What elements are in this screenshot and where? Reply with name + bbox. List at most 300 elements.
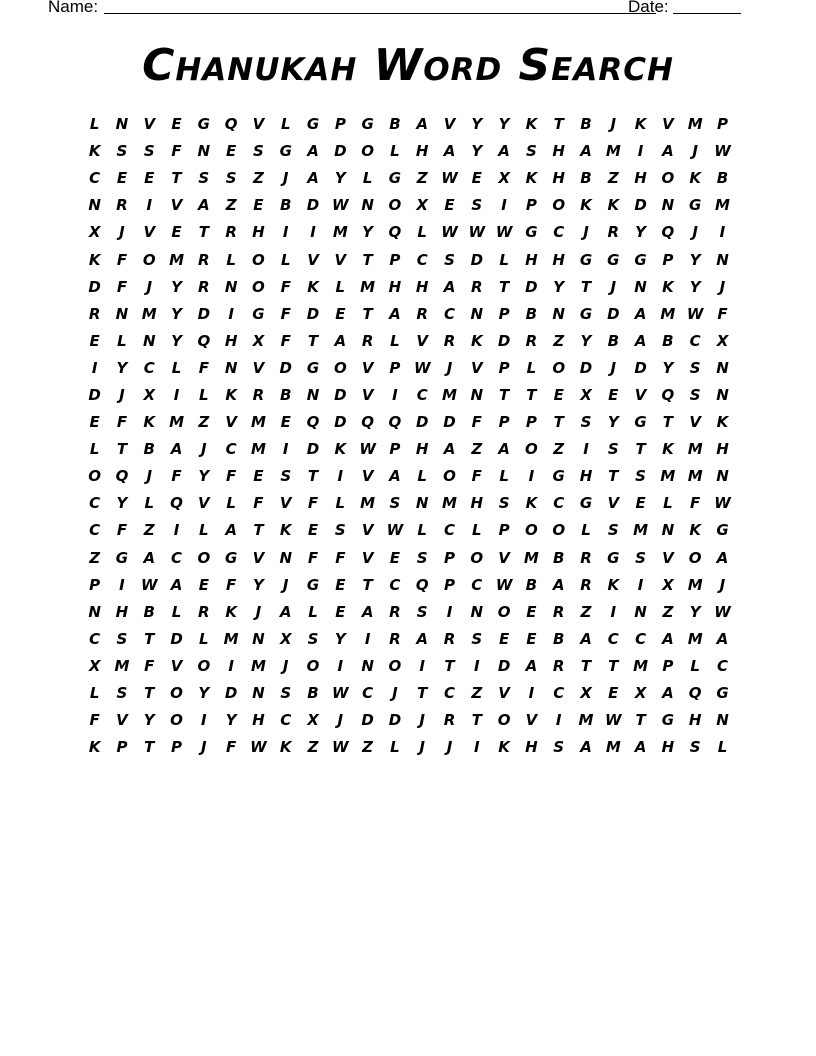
grid-letter[interactable]: N xyxy=(470,602,484,621)
grid-letter[interactable]: I xyxy=(610,602,617,621)
grid-letter[interactable]: R xyxy=(389,629,401,648)
grid-letter[interactable]: V xyxy=(170,656,183,675)
grid-letter[interactable]: D xyxy=(334,413,347,432)
grid-letter[interactable]: H xyxy=(224,331,238,350)
grid-letter[interactable]: N xyxy=(306,385,320,404)
grid-letter[interactable]: I xyxy=(228,656,234,675)
grid-letter[interactable]: P xyxy=(716,115,728,134)
grid-letter[interactable]: I xyxy=(392,385,398,404)
grid-letter[interactable]: I xyxy=(501,196,507,215)
grid-letter[interactable]: S xyxy=(280,684,292,703)
grid-letter[interactable]: R xyxy=(198,277,210,296)
grid-letter[interactable]: X xyxy=(634,684,647,703)
grid-letter[interactable]: V xyxy=(361,358,374,377)
grid-letter[interactable]: V xyxy=(498,548,510,567)
grid-letter[interactable]: B xyxy=(525,304,538,323)
grid-letter[interactable]: D xyxy=(306,196,320,215)
grid-letter[interactable]: O xyxy=(688,548,702,567)
grid-letter[interactable]: V xyxy=(252,548,265,567)
grid-letter[interactable]: W xyxy=(495,575,513,594)
grid-letter[interactable]: M xyxy=(114,656,130,675)
grid-letter[interactable]: A xyxy=(716,548,729,567)
grid-letter[interactable]: P xyxy=(662,656,674,675)
grid-letter[interactable]: Y xyxy=(662,358,674,377)
grid-letter[interactable]: T xyxy=(526,385,537,404)
grid-letter[interactable]: M xyxy=(687,629,703,648)
grid-letter[interactable]: B xyxy=(307,684,319,703)
grid-letter[interactable]: M xyxy=(442,385,457,404)
grid-letter[interactable]: A xyxy=(170,440,183,459)
grid-letter[interactable]: D xyxy=(306,304,320,323)
grid-letter[interactable]: G xyxy=(552,467,565,486)
grid-letter[interactable]: M xyxy=(360,277,376,296)
grid-letter[interactable]: Q xyxy=(661,385,675,404)
grid-letter[interactable]: C xyxy=(89,494,101,513)
grid-letter[interactable]: B xyxy=(552,629,565,648)
grid-letter[interactable]: V xyxy=(416,331,429,350)
grid-letter[interactable]: G xyxy=(661,711,675,730)
grid-letter[interactable]: T xyxy=(144,629,155,648)
grid-letter[interactable]: P xyxy=(89,575,101,594)
grid-letter[interactable]: A xyxy=(443,277,456,296)
grid-letter[interactable]: Y xyxy=(498,115,510,134)
grid-letter[interactable]: D xyxy=(415,413,429,432)
grid-letter[interactable]: O xyxy=(388,656,402,675)
grid-letter[interactable]: P xyxy=(444,548,455,567)
grid-letter[interactable]: T xyxy=(362,250,373,269)
grid-letter[interactable]: H xyxy=(552,142,565,161)
grid-letter[interactable]: B xyxy=(280,385,292,404)
grid-letter[interactable]: I xyxy=(474,738,480,757)
grid-letter[interactable]: N xyxy=(634,602,647,621)
grid-letter[interactable]: L xyxy=(472,521,482,540)
grid-letter[interactable]: T xyxy=(144,684,155,703)
grid-letter[interactable]: B xyxy=(389,115,401,134)
grid-letter[interactable]: M xyxy=(660,304,676,323)
grid-letter[interactable]: Y xyxy=(198,467,210,486)
grid-letter[interactable]: P xyxy=(389,440,401,459)
grid-letter[interactable]: M xyxy=(660,467,676,486)
grid-letter[interactable]: I xyxy=(446,602,453,621)
grid-letter[interactable]: C xyxy=(689,331,701,350)
grid-letter[interactable]: C xyxy=(389,575,401,594)
grid-letter[interactable]: V xyxy=(443,115,456,134)
grid-letter[interactable]: M xyxy=(223,629,239,648)
grid-letter[interactable]: K xyxy=(525,115,538,134)
grid-letter[interactable]: E xyxy=(335,602,346,621)
grid-letter[interactable]: F xyxy=(116,277,128,296)
grid-letter[interactable]: B xyxy=(607,331,619,350)
grid-letter[interactable]: W xyxy=(332,196,349,215)
grid-letter[interactable]: N xyxy=(661,196,675,215)
grid-letter[interactable]: D xyxy=(634,358,647,377)
grid-letter[interactable]: J xyxy=(692,142,698,161)
grid-letter[interactable]: N xyxy=(716,385,729,404)
grid-letter[interactable]: N xyxy=(361,656,374,675)
grid-letter[interactable]: I xyxy=(91,358,98,377)
grid-letter[interactable]: V xyxy=(334,250,347,269)
grid-letter[interactable]: C xyxy=(89,629,101,648)
grid-letter[interactable]: E xyxy=(389,548,401,567)
grid-letter[interactable]: K xyxy=(689,521,701,540)
grid-letter[interactable]: G xyxy=(634,413,647,432)
grid-letter[interactable]: C xyxy=(444,521,456,540)
grid-letter[interactable]: L xyxy=(171,602,182,621)
grid-letter[interactable]: H xyxy=(525,250,538,269)
grid-letter[interactable]: Q xyxy=(306,413,320,432)
grid-letter[interactable]: Y xyxy=(116,494,128,513)
grid-letter[interactable]: L xyxy=(362,169,373,188)
grid-letter[interactable]: A xyxy=(307,169,319,188)
grid-letter[interactable]: V xyxy=(361,467,374,486)
grid-letter[interactable]: Z xyxy=(225,196,237,215)
grid-letter[interactable]: O xyxy=(88,467,102,486)
grid-letter[interactable]: T xyxy=(498,385,510,404)
grid-letter[interactable]: Q xyxy=(115,467,129,486)
grid-letter[interactable]: Z xyxy=(553,440,565,459)
grid-letter[interactable]: E xyxy=(526,629,537,648)
grid-letter[interactable]: H xyxy=(661,738,675,757)
grid-letter[interactable]: T xyxy=(662,413,673,432)
grid-letter[interactable]: T xyxy=(171,169,182,188)
grid-letter[interactable]: K xyxy=(580,196,592,215)
grid-letter[interactable]: H xyxy=(415,277,429,296)
grid-letter[interactable]: J xyxy=(337,711,344,730)
grid-letter[interactable]: L xyxy=(663,494,673,513)
grid-letter[interactable]: L xyxy=(335,494,346,513)
grid-letter[interactable]: O xyxy=(497,711,511,730)
grid-letter[interactable]: H xyxy=(388,277,402,296)
grid-letter[interactable]: J xyxy=(610,277,617,296)
grid-letter[interactable]: S xyxy=(444,250,455,269)
grid-letter[interactable]: N xyxy=(252,684,265,703)
grid-letter[interactable]: T xyxy=(144,738,155,757)
grid-letter[interactable]: X xyxy=(662,575,674,594)
grid-letter[interactable]: J xyxy=(446,358,453,377)
grid-letter[interactable]: H xyxy=(415,142,429,161)
grid-letter[interactable]: C xyxy=(553,223,565,242)
grid-letter[interactable]: S xyxy=(689,358,701,377)
grid-letter[interactable]: W xyxy=(441,169,458,188)
grid-letter[interactable]: A xyxy=(443,440,456,459)
grid-letter[interactable]: F xyxy=(226,575,237,594)
grid-letter[interactable]: B xyxy=(580,115,592,134)
grid-letter[interactable]: A xyxy=(525,656,538,675)
grid-letter[interactable]: I xyxy=(364,629,371,648)
grid-letter[interactable]: E xyxy=(144,169,155,188)
grid-letter[interactable]: B xyxy=(662,331,674,350)
grid-letter[interactable]: S xyxy=(143,142,155,161)
grid-letter[interactable]: L xyxy=(89,115,100,134)
grid-letter[interactable]: W xyxy=(714,142,731,161)
grid-letter[interactable]: E xyxy=(444,196,455,215)
grid-letter[interactable]: B xyxy=(716,169,729,188)
grid-letter[interactable]: F xyxy=(690,494,701,513)
grid-letter[interactable]: F xyxy=(335,548,346,567)
grid-letter[interactable]: Z xyxy=(252,169,264,188)
grid-letter[interactable]: J xyxy=(446,738,453,757)
grid-letter[interactable]: H xyxy=(415,440,429,459)
grid-letter[interactable]: H xyxy=(252,223,265,242)
grid-letter[interactable]: Y xyxy=(143,711,155,730)
grid-letter[interactable]: E xyxy=(553,385,564,404)
grid-letter[interactable]: S xyxy=(607,521,619,540)
grid-letter[interactable]: B xyxy=(280,196,292,215)
grid-letter[interactable]: S xyxy=(307,629,319,648)
grid-letter[interactable]: R xyxy=(389,602,401,621)
grid-letter[interactable]: J xyxy=(610,115,617,134)
grid-letter[interactable]: F xyxy=(307,548,319,567)
grid-letter[interactable]: N xyxy=(716,250,729,269)
grid-letter[interactable]: O xyxy=(306,656,320,675)
grid-letter[interactable]: O xyxy=(525,521,538,540)
grid-letter[interactable]: C xyxy=(280,711,292,730)
grid-letter[interactable]: H xyxy=(115,602,129,621)
grid-letter[interactable]: D xyxy=(88,277,101,296)
grid-letter[interactable]: C xyxy=(416,250,428,269)
grid-letter[interactable]: Y xyxy=(553,277,565,296)
grid-letter[interactable]: O xyxy=(443,467,456,486)
grid-letter[interactable]: R xyxy=(552,602,565,621)
grid-letter[interactable]: Z xyxy=(471,440,483,459)
grid-letter[interactable]: B xyxy=(525,575,538,594)
grid-letter[interactable]: L xyxy=(226,250,236,269)
grid-letter[interactable]: N xyxy=(115,304,129,323)
grid-letter[interactable]: E xyxy=(171,223,182,242)
grid-letter[interactable]: O xyxy=(388,196,402,215)
grid-letter[interactable]: O xyxy=(361,142,374,161)
grid-letter[interactable]: C xyxy=(225,440,237,459)
grid-letter[interactable]: O xyxy=(170,711,183,730)
grid-letter[interactable]: V xyxy=(252,115,265,134)
grid-letter[interactable]: R xyxy=(252,385,265,404)
grid-letter[interactable]: K xyxy=(689,169,701,188)
grid-letter[interactable]: V xyxy=(361,385,374,404)
grid-letter[interactable]: I xyxy=(419,656,425,675)
grid-letter[interactable]: R xyxy=(525,331,538,350)
grid-letter[interactable]: A xyxy=(198,196,210,215)
grid-letter[interactable]: Z xyxy=(143,521,155,540)
grid-letter[interactable]: C xyxy=(143,358,155,377)
grid-letter[interactable]: W xyxy=(605,711,622,730)
grid-letter[interactable]: G xyxy=(607,548,620,567)
grid-letter[interactable]: X xyxy=(580,385,592,404)
grid-letter[interactable]: K xyxy=(88,738,101,757)
grid-letter[interactable]: Y xyxy=(471,142,483,161)
grid-letter[interactable]: R xyxy=(580,575,592,594)
grid-letter[interactable]: P xyxy=(498,358,510,377)
grid-letter[interactable]: Q xyxy=(688,684,702,703)
grid-letter[interactable]: L xyxy=(417,467,427,486)
grid-letter[interactable]: E xyxy=(608,385,619,404)
grid-letter[interactable]: D xyxy=(388,711,402,730)
grid-letter[interactable]: N xyxy=(634,277,647,296)
grid-letter[interactable]: X xyxy=(252,331,265,350)
grid-letter[interactable]: J xyxy=(610,358,617,377)
grid-letter[interactable]: J xyxy=(146,277,153,296)
grid-letter[interactable]: W xyxy=(714,602,731,621)
grid-letter[interactable]: T xyxy=(362,304,373,323)
grid-letter[interactable]: N xyxy=(88,196,101,215)
grid-letter[interactable]: R xyxy=(580,548,592,567)
grid-letter[interactable]: P xyxy=(498,304,510,323)
grid-letter[interactable]: Z xyxy=(198,413,210,432)
grid-letter[interactable]: E xyxy=(526,602,537,621)
grid-letter[interactable]: L xyxy=(717,738,728,757)
grid-letter[interactable]: B xyxy=(580,169,592,188)
grid-letter[interactable]: W xyxy=(495,223,513,242)
grid-letter[interactable]: I xyxy=(201,711,207,730)
grid-letter[interactable]: Y xyxy=(689,602,701,621)
grid-letter[interactable]: G xyxy=(306,115,320,134)
grid-letter[interactable]: Y xyxy=(334,629,346,648)
grid-letter[interactable]: C xyxy=(171,548,183,567)
grid-letter[interactable]: T xyxy=(498,277,510,296)
grid-letter[interactable]: E xyxy=(608,684,619,703)
grid-letter[interactable]: E xyxy=(335,575,346,594)
grid-letter[interactable]: T xyxy=(116,440,128,459)
grid-letter[interactable]: S xyxy=(198,169,210,188)
grid-letter[interactable]: J xyxy=(392,684,398,703)
grid-letter[interactable]: L xyxy=(335,277,346,296)
grid-letter[interactable]: P xyxy=(389,250,401,269)
grid-letter[interactable]: C xyxy=(362,684,374,703)
grid-letter[interactable]: R xyxy=(416,304,428,323)
grid-letter[interactable]: D xyxy=(224,684,238,703)
grid-letter[interactable]: A xyxy=(443,142,456,161)
grid-letter[interactable]: V xyxy=(361,521,374,540)
grid-letter[interactable]: P xyxy=(525,196,537,215)
grid-letter[interactable]: S xyxy=(635,467,646,486)
grid-letter[interactable]: J xyxy=(419,711,425,730)
grid-letter[interactable]: G xyxy=(361,115,374,134)
grid-letter[interactable]: F xyxy=(116,521,128,540)
grid-letter[interactable]: H xyxy=(552,250,565,269)
grid-letter[interactable]: F xyxy=(280,331,291,350)
grid-letter[interactable]: D xyxy=(470,250,484,269)
grid-letter[interactable]: K xyxy=(334,440,347,459)
grid-letter[interactable]: R xyxy=(198,602,210,621)
grid-letter[interactable]: F xyxy=(89,711,100,730)
grid-letter[interactable]: O xyxy=(470,548,484,567)
grid-letter[interactable]: P xyxy=(444,575,455,594)
grid-letter[interactable]: Z xyxy=(89,548,101,567)
grid-letter[interactable]: F xyxy=(116,413,128,432)
grid-letter[interactable]: Y xyxy=(471,115,483,134)
grid-letter[interactable]: W xyxy=(441,223,458,242)
grid-letter[interactable]: T xyxy=(608,467,619,486)
grid-letter[interactable]: X xyxy=(416,196,428,215)
grid-letter[interactable]: K xyxy=(716,413,729,432)
grid-letter[interactable]: V xyxy=(525,711,538,730)
grid-letter[interactable]: N xyxy=(716,711,729,730)
grid-letter[interactable]: N xyxy=(716,467,729,486)
grid-letter[interactable]: D xyxy=(579,358,593,377)
grid-letter[interactable]: B xyxy=(143,602,155,621)
grid-letter[interactable]: A xyxy=(225,521,237,540)
grid-letter[interactable]: A xyxy=(662,684,674,703)
grid-letter[interactable]: C xyxy=(89,521,101,540)
grid-letter[interactable]: E xyxy=(635,494,646,513)
grid-letter[interactable]: S xyxy=(471,196,483,215)
grid-letter[interactable]: R xyxy=(361,331,374,350)
grid-letter[interactable]: Z xyxy=(607,169,619,188)
grid-letter[interactable]: M xyxy=(523,548,539,567)
grid-letter[interactable]: G xyxy=(716,684,729,703)
grid-letter[interactable]: T xyxy=(553,413,564,432)
grid-letter[interactable]: D xyxy=(443,413,456,432)
grid-letter[interactable]: V xyxy=(662,548,674,567)
grid-letter[interactable]: M xyxy=(633,521,649,540)
grid-letter[interactable]: K xyxy=(279,521,292,540)
grid-letter[interactable]: D xyxy=(497,656,511,675)
grid-letter[interactable]: R xyxy=(443,711,456,730)
grid-letter[interactable]: N xyxy=(224,358,238,377)
grid-letter[interactable]: I xyxy=(173,385,180,404)
grid-letter[interactable]: R xyxy=(443,629,456,648)
grid-letter[interactable]: J xyxy=(201,440,207,459)
grid-letter[interactable]: T xyxy=(635,711,646,730)
grid-letter[interactable]: D xyxy=(497,331,511,350)
grid-letter[interactable]: B xyxy=(552,548,565,567)
grid-letter[interactable]: N xyxy=(415,494,429,513)
grid-letter[interactable]: N xyxy=(197,142,211,161)
grid-letter[interactable]: B xyxy=(143,440,155,459)
grid-letter[interactable]: M xyxy=(687,115,703,134)
grid-letter[interactable]: O xyxy=(552,521,566,540)
grid-letter[interactable]: Q xyxy=(197,331,211,350)
grid-letter[interactable]: E xyxy=(335,304,346,323)
grid-letter[interactable]: M xyxy=(332,223,348,242)
grid-letter[interactable]: V xyxy=(689,413,701,432)
grid-letter[interactable]: T xyxy=(444,656,455,675)
grid-letter[interactable]: S xyxy=(225,169,237,188)
grid-letter[interactable]: V xyxy=(143,223,156,242)
grid-letter[interactable]: G xyxy=(579,494,593,513)
grid-letter[interactable]: I xyxy=(282,223,289,242)
grid-letter[interactable]: S xyxy=(389,494,401,513)
grid-letter[interactable]: G xyxy=(388,169,402,188)
grid-letter[interactable]: F xyxy=(471,413,482,432)
grid-letter[interactable]: V xyxy=(498,684,510,703)
grid-letter[interactable]: T xyxy=(608,656,619,675)
grid-letter[interactable]: D xyxy=(197,304,211,323)
grid-letter[interactable]: G xyxy=(579,304,593,323)
grid-letter[interactable]: I xyxy=(146,196,153,215)
grid-letter[interactable]: S xyxy=(416,548,428,567)
grid-letter[interactable]: T xyxy=(635,440,646,459)
grid-letter[interactable]: Y xyxy=(198,684,210,703)
grid-letter[interactable]: D xyxy=(306,440,320,459)
grid-letter[interactable]: N xyxy=(224,277,238,296)
grid-letter[interactable]: W xyxy=(386,521,404,540)
grid-letter[interactable]: I xyxy=(173,521,180,540)
grid-letter[interactable]: M xyxy=(633,656,649,675)
grid-letter[interactable]: X xyxy=(143,385,156,404)
grid-letter[interactable]: T xyxy=(362,575,373,594)
grid-letter[interactable]: W xyxy=(359,440,376,459)
grid-letter[interactable]: K xyxy=(225,602,237,621)
grid-letter[interactable]: X xyxy=(279,629,292,648)
grid-letter[interactable]: M xyxy=(360,494,376,513)
grid-letter[interactable]: K xyxy=(470,331,483,350)
grid-letter[interactable]: Y xyxy=(689,250,701,269)
grid-letter[interactable]: M xyxy=(578,711,594,730)
grid-letter[interactable]: A xyxy=(389,467,401,486)
grid-letter[interactable]: S xyxy=(580,413,592,432)
grid-letter[interactable]: R xyxy=(88,304,101,323)
grid-letter[interactable]: K xyxy=(279,738,292,757)
